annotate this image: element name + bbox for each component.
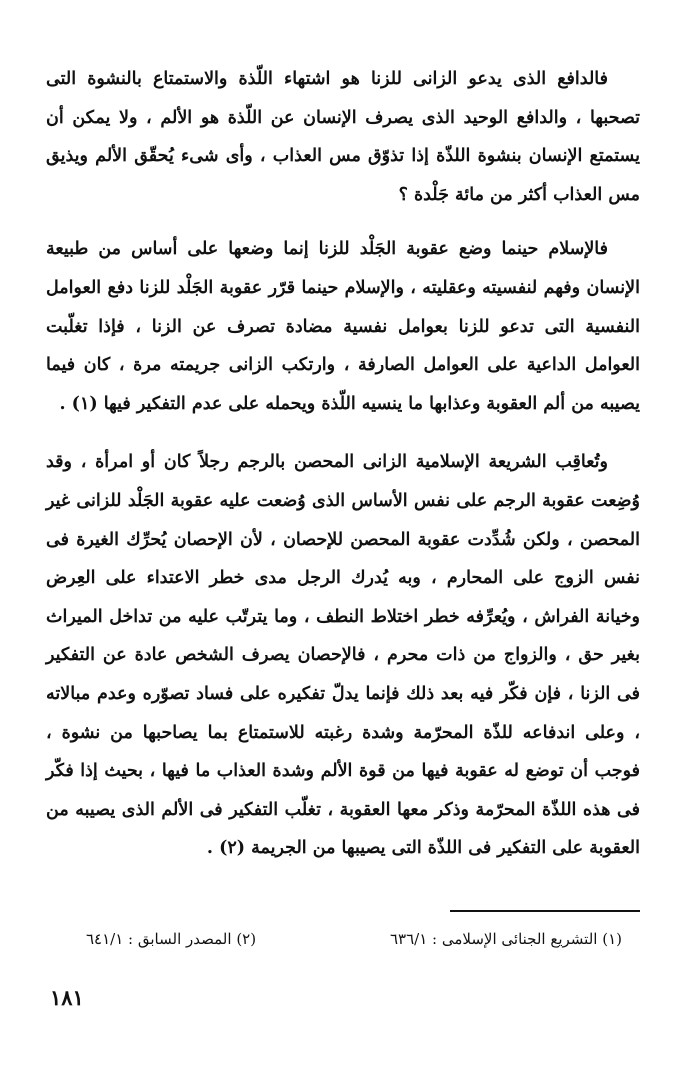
- footnote-2: (٢) المصدر السابق : ٦٤١/١: [86, 930, 257, 948]
- footnote-1: (١) التشريع الجنائى الإسلامى : ٦٣٦/١: [389, 930, 622, 948]
- footnote-divider: [450, 910, 640, 912]
- page-body: [46, 60, 640, 948]
- footnotes: [46, 926, 640, 952]
- page-number: ١٨١: [50, 985, 84, 1010]
- paragraph-2: فالإسلام حينما وضع عقوبة الجَلْد للزنا إنما وضعها على أساس من طبيعة الإنسان وفهم لنفسيته وعقليته ، والإسلام حينما قرّر عقوبة الجَلْد للزنا دفع العوامل النفسية التى تدعو للزنا بعوامل نفسية مضادة تصرف عن الزنا ، فإذا تغلّبت العوامل الداعية على العوامل الصارفة ، وارتكب الزانى جريمته مرة ، كان فيما يصيبه من ألم العقوبة وعذابها ما ينسيه اللّذة ويحمله على عدم التفكير فيها (١) .: [46, 239, 640, 414]
- paragraph-1: فالدافع الذى يدعو الزانى للزنا هو اشتهاء اللّذة والاستمتاع بالنشوة التى تصحبها ، والدافع الوحيد الذى يصرف الإنسان عن اللّذة هو الألم ، ولا يمكن أن يستمتع الإنسان بنشوة اللذّة إذا تذوّق مس العذاب ، وأى شىء يُحقّق الألم ويذيق مس العذاب أكثر من مائة جَلْدة ؟: [46, 69, 640, 205]
- paragraph-3: وتُعاقِب الشريعة الإسلامية الزانى المحصن بالرجم رجلاً كان أو امرأة ، وقد وُضِعت عقوبة الرجم على نفس الأساس الذى وُضعت عليه عقوبة الجَلْد للزانى غير المحصن ، ولكن شُدِّدت عقوبة المحصن للإحصان ، لأن الإحصان يُحرِّك الغيرة فى نفس الزوج على المحارم ، وبه يُدرك الرجل مدى خطر الاعتداء على العِرض وخيانة الفراش ، ويُعرِّفه خطر اختلاط النطف ، وما يترتّب عليه من تداخل الميراث بغير حق ، والزواج من ذات محرم ، فالإحصان يصرف الشخص عادة عن التفكير فى الزنا ، فإن فكّر فيه بعد ذلك فإنما يدلّ تفكيره على فساد تصوّره وعدم مبالاته ، وعلى اندفاعه للذّة المحرّمة وشدة رغبته للاستمتاع بما يصاحبها من نشوة ، فوجب أن توضع له عقوبة فيها من قوة الألم وشدة العذاب ما فيها ، بحيث إذا فكّر فى هذه اللذّة المحرّمة وذكر معها العقوبة ، تغلّب التفكير فى الألم الذى يصيبه من العقوبة على التفكير فى اللذّة التى يصيبها من الجريمة (٢) .: [46, 452, 640, 859]
